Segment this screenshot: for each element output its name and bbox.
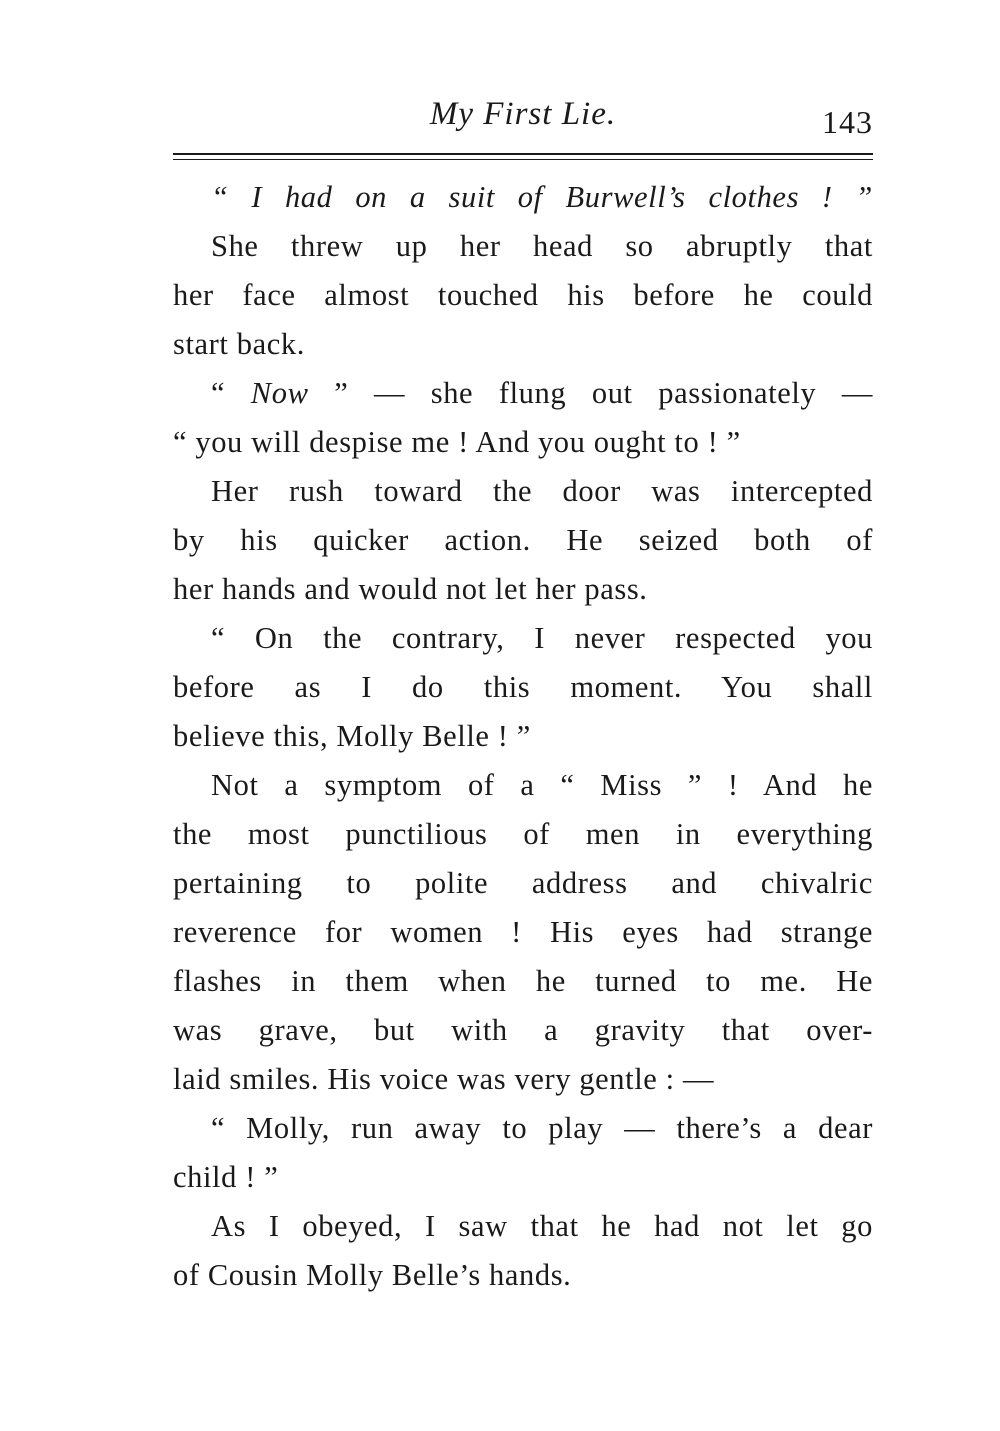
text-line: laid smiles. His voice was very gentle : — bbox=[173, 1062, 715, 1096]
text-line: pertaining to polite address and chivalric bbox=[173, 866, 873, 900]
text-line: She threw up her head so abruptly that bbox=[211, 229, 873, 263]
text-line: “ you will despise me ! And you ought to ! ” bbox=[173, 425, 741, 459]
header-rule-thin bbox=[173, 159, 873, 160]
text-line: “ I had on a suit of Burwell’s clothes ! ” bbox=[211, 180, 873, 214]
text-line: Her rush toward the door was intercepted bbox=[211, 474, 873, 508]
text-line bbox=[173, 369, 873, 418]
text-line: her hands and would not let her pass. bbox=[173, 572, 648, 606]
text-line: her face almost touched his before he could bbox=[173, 278, 873, 312]
text-line: of Cousin Molly Belle’s hands. bbox=[173, 1258, 572, 1292]
body-text bbox=[173, 173, 873, 1300]
text-line: by his quicker action. He seized both of bbox=[173, 523, 873, 557]
text-line: reverence for women ! His eyes had strange bbox=[173, 915, 873, 949]
running-head bbox=[173, 96, 873, 146]
text-fragment: “ bbox=[211, 376, 251, 410]
text-line: “ On the contrary, I never respected you bbox=[211, 621, 873, 655]
header-rule bbox=[173, 153, 873, 155]
text-line: flashes in them when he turned to me. He bbox=[173, 964, 873, 998]
text-line: As I obeyed, I saw that he had not let go bbox=[211, 1209, 873, 1243]
text-line: “ Molly, run away to play — there’s a dear bbox=[211, 1111, 873, 1145]
text-line: Not a symptom of a “ Miss ” ! And he bbox=[211, 768, 873, 802]
emphasis-word: Now bbox=[250, 376, 309, 410]
text-line: was grave, but with a gravity that over- bbox=[173, 1013, 873, 1047]
text-line: the most punctilious of men in everything bbox=[173, 817, 873, 851]
text-fragment: ” — she flung out passionately — bbox=[308, 376, 873, 410]
text-line: start back. bbox=[173, 327, 305, 361]
text-line: before as I do this moment. You shall bbox=[173, 670, 873, 704]
running-title: My First Lie. bbox=[429, 96, 617, 132]
page-number: 143 bbox=[822, 104, 873, 140]
text-line: child ! ” bbox=[173, 1160, 279, 1194]
text-line: believe this, Molly Belle ! ” bbox=[173, 719, 531, 753]
